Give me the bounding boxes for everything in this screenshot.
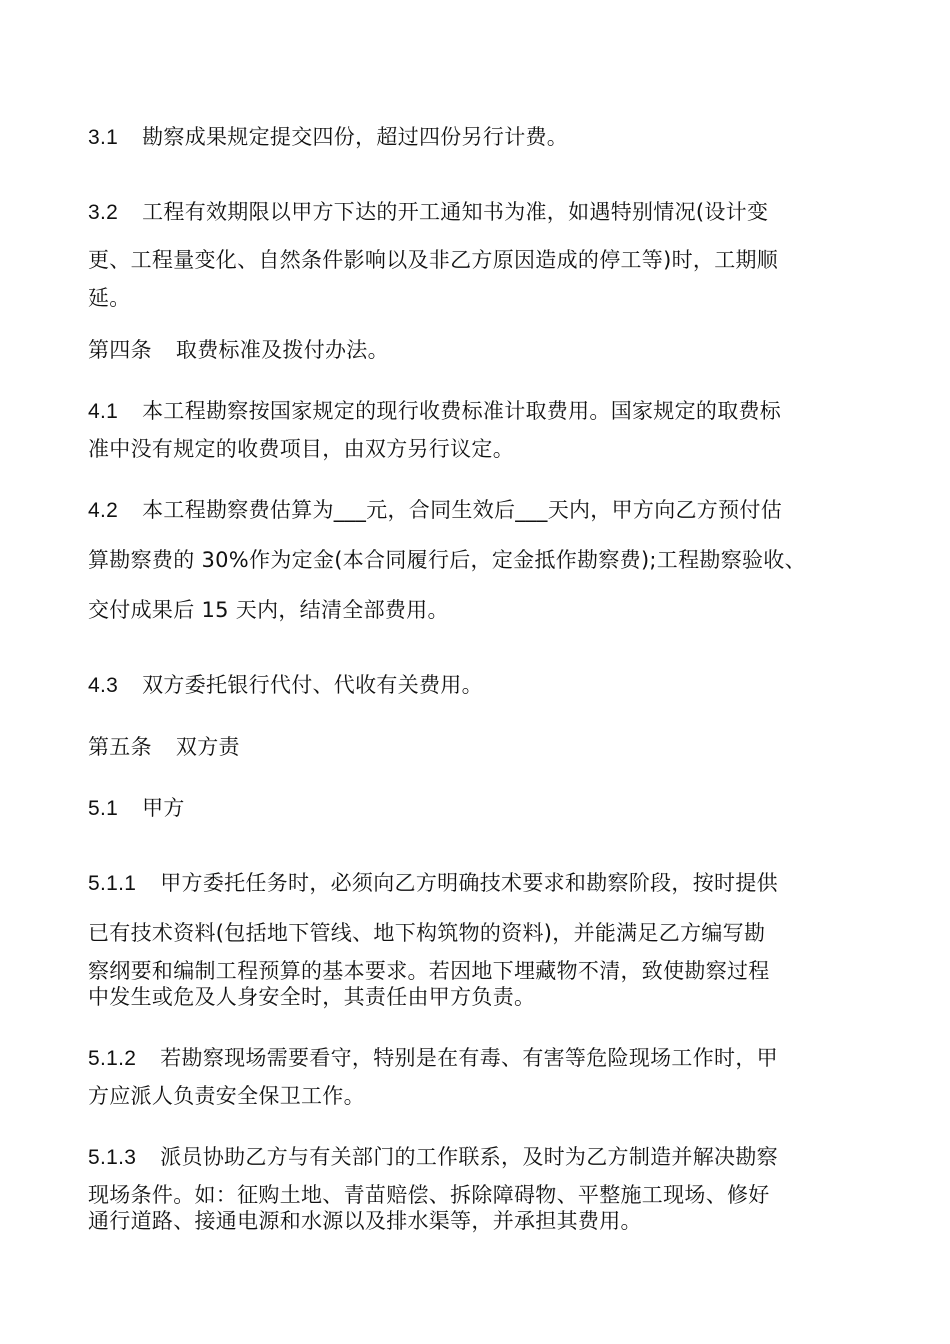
clause-5-1-3 xyxy=(88,1144,878,1171)
article-title: 双方责 xyxy=(175,735,240,759)
clause-text: 双方委托银行代付、代收有关费用。 xyxy=(142,673,483,697)
clause-text-line xyxy=(88,247,878,273)
clause-text-line xyxy=(88,285,878,311)
clause-text: 甲方委托任务时，必须向乙方明确技术要求和勘察阶段，按时提供 xyxy=(160,871,778,895)
clause-text: 勘察成果规定提交四份，超过四份另行计费。 xyxy=(142,125,569,149)
clause-text-line xyxy=(88,1182,878,1208)
clause-text: 现场条件。如：征购土地、青苗赔偿、拆除障碍物、平整施工现场、修好 xyxy=(88,1183,770,1207)
clause-text: 本工程勘察费估算为___元，合同生效后___天内，甲方向乙方预付估 xyxy=(142,498,782,522)
article-number: 第五条 xyxy=(88,735,152,759)
clause-text: 方应派人负责安全保卫工作。 xyxy=(88,1084,365,1108)
clause-text-line xyxy=(88,920,878,946)
clause-number: 4.1 xyxy=(88,400,119,423)
article-number: 第四条 xyxy=(88,338,152,362)
clause-text-line xyxy=(88,547,878,573)
clause-text: 准中没有规定的收费项目，由双方另行议定。 xyxy=(88,437,514,461)
clause-text: 延。 xyxy=(88,286,131,310)
article-5-heading xyxy=(88,734,878,760)
clause-4-3 xyxy=(88,672,878,699)
clause-number: 3.1 xyxy=(88,126,119,149)
clause-number: 5.1.1 xyxy=(88,872,137,895)
clause-text: 算勘察费的 30%作为定金(本合同履行后，定金抵作勘察费);工程勘察验收、 xyxy=(88,548,806,572)
clause-number: 5.1.2 xyxy=(88,1047,137,1070)
clause-5-1-1 xyxy=(88,870,878,897)
clause-3-2 xyxy=(88,199,878,226)
clause-text-line xyxy=(88,597,878,623)
clause-text-line xyxy=(88,1208,878,1234)
clause-text: 中发生或危及人身安全时，其责任由甲方负责。 xyxy=(88,985,536,1009)
clause-number: 3.2 xyxy=(88,201,119,224)
clause-text-line xyxy=(88,984,878,1010)
clause-5-1 xyxy=(88,795,878,822)
clause-text: 本工程勘察按国家规定的现行收费标准计取费用。国家规定的取费标 xyxy=(142,399,782,423)
clause-text: 通行道路、接通电源和水源以及排水渠等，并承担其费用。 xyxy=(88,1209,642,1233)
clause-text: 若勘察现场需要看守，特别是在有毒、有害等危险现场工作时，甲 xyxy=(160,1046,778,1070)
clause-number: 4.2 xyxy=(88,499,119,522)
clause-3-1 xyxy=(88,124,878,151)
clause-text: 甲方 xyxy=(142,796,185,820)
clause-number: 4.3 xyxy=(88,674,119,697)
clause-text: 察纲要和编制工程预算的基本要求。若因地下埋藏物不清，致使勘察过程 xyxy=(88,959,770,983)
clause-text: 已有技术资料(包括地下管线、地下构筑物的资料)，并能满足乙方编写勘 xyxy=(88,921,766,945)
clause-text-line xyxy=(88,436,878,462)
clause-text: 派员协助乙方与有关部门的工作联系，及时为乙方制造并解决勘察 xyxy=(160,1145,778,1169)
clause-4-2 xyxy=(88,497,878,524)
clause-text-line xyxy=(88,958,878,984)
clause-5-1-2 xyxy=(88,1045,878,1072)
clause-text: 交付成果后 15 天内，结清全部费用。 xyxy=(88,598,449,622)
article-4-heading xyxy=(88,337,878,363)
clause-text: 工程有效期限以甲方下达的开工通知书为准，如遇特别情况(设计变 xyxy=(142,200,769,224)
clause-number: 5.1 xyxy=(88,797,119,820)
clause-4-1 xyxy=(88,398,878,425)
clause-text-line xyxy=(88,1083,878,1109)
clause-text: 更、工程量变化、自然条件影响以及非乙方原因造成的停工等)时，工期顺 xyxy=(88,248,779,272)
clause-number: 5.1.3 xyxy=(88,1146,137,1169)
article-title: 取费标准及拨付办法。 xyxy=(175,338,389,362)
